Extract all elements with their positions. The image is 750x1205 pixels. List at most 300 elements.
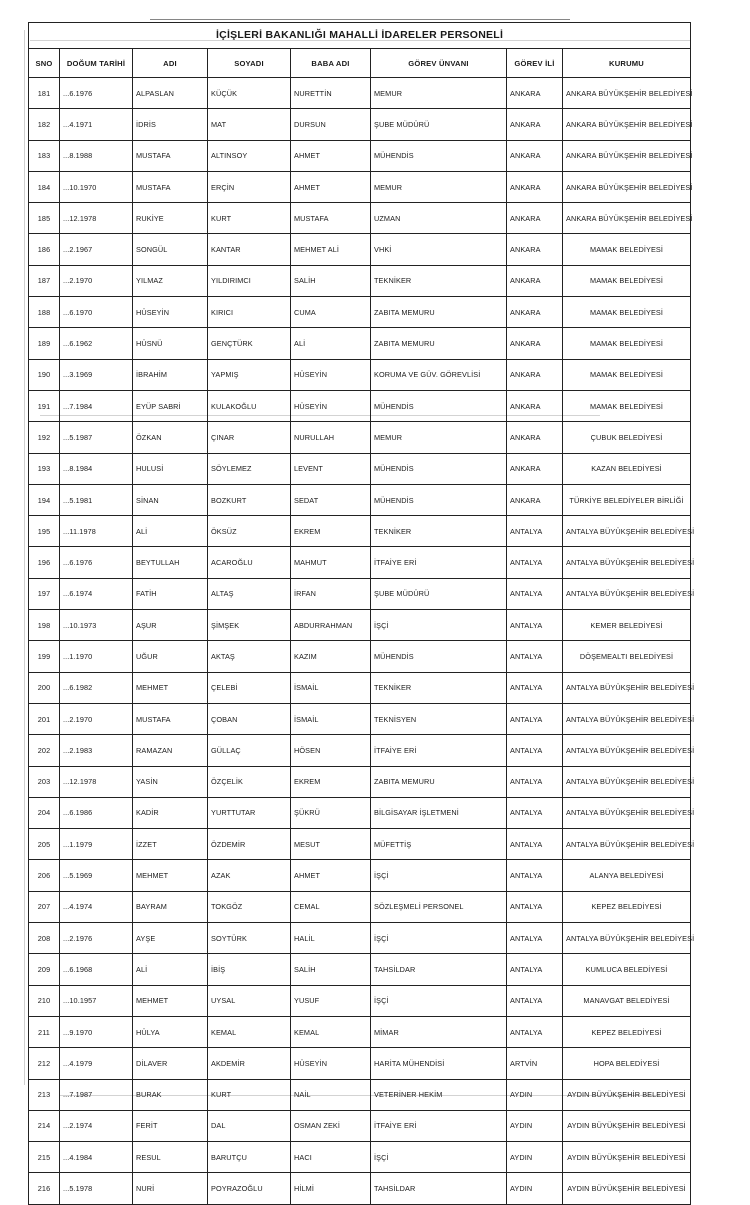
cell-baba: HÜSEYİN (291, 1048, 371, 1079)
cell-soyadi: TOKGÖZ (208, 891, 291, 922)
cell-dob: ...6.1986 (60, 797, 133, 828)
cell-dob: ...5.1969 (60, 860, 133, 891)
cell-dob: ...9.1970 (60, 1016, 133, 1047)
cell-adi: ALPASLAN (133, 78, 208, 109)
document-title: İÇİŞLERİ BAKANLIĞI MAHALLİ İDARELER PERSONELİ (29, 23, 691, 49)
column-header-soyadi: SOYADI (208, 49, 291, 78)
cell-il: ANTALYA (507, 860, 563, 891)
cell-sno: 187 (29, 265, 60, 296)
table-row (29, 860, 691, 891)
cell-kurum: AYDIN BÜYÜKŞEHİR BELEDİYESİ (563, 1142, 691, 1173)
cell-il: ANKARA (507, 203, 563, 234)
table-row (29, 1110, 691, 1141)
table-row (29, 359, 691, 390)
cell-soyadi: ACAROĞLU (208, 547, 291, 578)
cell-kurum: MANAVGAT BELEDİYESİ (563, 985, 691, 1016)
cell-baba: DURSUN (291, 109, 371, 140)
cell-adi: BURAK (133, 1079, 208, 1110)
cell-sno: 209 (29, 954, 60, 985)
cell-sno: 202 (29, 735, 60, 766)
cell-il: ANTALYA (507, 641, 563, 672)
cell-soyadi: ALTAŞ (208, 578, 291, 609)
cell-adi: İBRAHİM (133, 359, 208, 390)
cell-baba: HİLMİ (291, 1173, 371, 1204)
cell-unvan: MÜHENDİS (371, 641, 507, 672)
cell-baba: NURULLAH (291, 422, 371, 453)
cell-soyadi: ŞİMŞEK (208, 610, 291, 641)
column-header-kurum: KURUMU (563, 49, 691, 78)
cell-kurum: ANTALYA BÜYÜKŞEHİR BELEDİYESİ (563, 703, 691, 734)
cell-soyadi: KANTAR (208, 234, 291, 265)
cell-kurum: ÇUBUK BELEDİYESİ (563, 422, 691, 453)
cell-il: ANTALYA (507, 703, 563, 734)
cell-sno: 182 (29, 109, 60, 140)
cell-kurum: MAMAK BELEDİYESİ (563, 328, 691, 359)
cell-il: ANKARA (507, 390, 563, 421)
cell-unvan: MÜHENDİS (371, 140, 507, 171)
cell-dob: ...6.1970 (60, 297, 133, 328)
cell-unvan: ZABITA MEMURU (371, 766, 507, 797)
cell-unvan: TAHSİLDAR (371, 1173, 507, 1204)
cell-soyadi: ERÇİN (208, 171, 291, 202)
cell-il: ANTALYA (507, 1016, 563, 1047)
cell-soyadi: YAPMIŞ (208, 359, 291, 390)
cell-il: ANTALYA (507, 829, 563, 860)
cell-unvan: İTFAİYE ERİ (371, 547, 507, 578)
cell-soyadi: MAT (208, 109, 291, 140)
table-row (29, 390, 691, 421)
cell-kurum: MAMAK BELEDİYESİ (563, 234, 691, 265)
cell-il: ARTVİN (507, 1048, 563, 1079)
table-row (29, 985, 691, 1016)
cell-baba: ABDURRAHMAN (291, 610, 371, 641)
cell-kurum: ANTALYA BÜYÜKŞEHİR BELEDİYESİ (563, 672, 691, 703)
cell-adi: AŞUR (133, 610, 208, 641)
cell-baba: MAHMUT (291, 547, 371, 578)
cell-sno: 205 (29, 829, 60, 860)
cell-kurum: ANTALYA BÜYÜKŞEHİR BELEDİYESİ (563, 735, 691, 766)
cell-adi: MEHMET (133, 860, 208, 891)
cell-adi: YILMAZ (133, 265, 208, 296)
cell-sno: 210 (29, 985, 60, 1016)
cell-dob: ...8.1984 (60, 453, 133, 484)
column-header-dob: DOĞUM TARİHİ (60, 49, 133, 78)
cell-kurum: AYDIN BÜYÜKŞEHİR BELEDİYESİ (563, 1173, 691, 1204)
cell-baba: HÜSEYİN (291, 390, 371, 421)
cell-unvan: ZABITA MEMURU (371, 328, 507, 359)
cell-soyadi: KURT (208, 1079, 291, 1110)
cell-soyadi: SOYTÜRK (208, 923, 291, 954)
column-header-il: GÖREV İLİ (507, 49, 563, 78)
table-row (29, 265, 691, 296)
scan-edge-artifact (24, 30, 25, 1085)
cell-kurum: ANTALYA BÜYÜKŞEHİR BELEDİYESİ (563, 923, 691, 954)
cell-soyadi: YILDIRIMCI (208, 265, 291, 296)
table-row (29, 735, 691, 766)
table-row (29, 829, 691, 860)
cell-unvan: MEMUR (371, 171, 507, 202)
cell-soyadi: GENÇTÜRK (208, 328, 291, 359)
cell-unvan: MİMAR (371, 1016, 507, 1047)
cell-adi: MUSTAFA (133, 703, 208, 734)
cell-dob: ...6.1976 (60, 547, 133, 578)
cell-soyadi: KIRICI (208, 297, 291, 328)
cell-dob: ...12.1978 (60, 203, 133, 234)
cell-dob: ...4.1974 (60, 891, 133, 922)
scan-streak-artifact (150, 19, 570, 20)
cell-il: ANKARA (507, 234, 563, 265)
table-row (29, 547, 691, 578)
table-row (29, 1079, 691, 1110)
cell-unvan: KORUMA VE GÜV. GÖREVLİSİ (371, 359, 507, 390)
table-row (29, 1173, 691, 1204)
cell-dob: ...4.1979 (60, 1048, 133, 1079)
cell-unvan: TEKNİKER (371, 516, 507, 547)
cell-il: ANTALYA (507, 797, 563, 828)
cell-unvan: İŞÇİ (371, 610, 507, 641)
cell-baba: SALİH (291, 954, 371, 985)
cell-sno: 189 (29, 328, 60, 359)
cell-sno: 197 (29, 578, 60, 609)
cell-kurum: ANKARA BÜYÜKŞEHİR BELEDİYESİ (563, 140, 691, 171)
cell-adi: EYÜP SABRİ (133, 390, 208, 421)
cell-dob: ...2.1970 (60, 703, 133, 734)
cell-il: ANKARA (507, 140, 563, 171)
cell-soyadi: YURTTUTAR (208, 797, 291, 828)
cell-il: ANTALYA (507, 923, 563, 954)
cell-il: ANKARA (507, 78, 563, 109)
cell-kurum: ANTALYA BÜYÜKŞEHİR BELEDİYESİ (563, 578, 691, 609)
cell-dob: ...6.1962 (60, 328, 133, 359)
cell-adi: AYŞE (133, 923, 208, 954)
column-header-adi: ADI (133, 49, 208, 78)
cell-baba: HALİL (291, 923, 371, 954)
cell-kurum: ANTALYA BÜYÜKŞEHİR BELEDİYESİ (563, 766, 691, 797)
cell-dob: ...2.1970 (60, 265, 133, 296)
cell-dob: ...10.1970 (60, 171, 133, 202)
cell-dob: ...6.1974 (60, 578, 133, 609)
cell-sno: 183 (29, 140, 60, 171)
table-row (29, 140, 691, 171)
cell-sno: 204 (29, 797, 60, 828)
cell-il: ANKARA (507, 422, 563, 453)
cell-baba: İRFAN (291, 578, 371, 609)
cell-sno: 212 (29, 1048, 60, 1079)
cell-unvan: ŞUBE MÜDÜRÜ (371, 109, 507, 140)
cell-unvan: SÖZLEŞMELİ PERSONEL (371, 891, 507, 922)
cell-il: ANTALYA (507, 610, 563, 641)
cell-kurum: MAMAK BELEDİYESİ (563, 359, 691, 390)
cell-adi: HÜLYA (133, 1016, 208, 1047)
cell-dob: ...2.1974 (60, 1110, 133, 1141)
cell-il: ANTALYA (507, 672, 563, 703)
cell-adi: YASİN (133, 766, 208, 797)
cell-baba: OSMAN ZEKİ (291, 1110, 371, 1141)
cell-adi: RESUL (133, 1142, 208, 1173)
table-row (29, 797, 691, 828)
cell-adi: SİNAN (133, 484, 208, 515)
cell-il: ANTALYA (507, 891, 563, 922)
cell-soyadi: GÜLLAÇ (208, 735, 291, 766)
cell-baba: ALİ (291, 328, 371, 359)
cell-dob: ...10.1957 (60, 985, 133, 1016)
cell-baba: HÜSEYİN (291, 359, 371, 390)
cell-baba: KAZIM (291, 641, 371, 672)
cell-il: ANKARA (507, 453, 563, 484)
cell-kurum: MAMAK BELEDİYESİ (563, 390, 691, 421)
cell-unvan: İTFAİYE ERİ (371, 735, 507, 766)
cell-baba: CEMAL (291, 891, 371, 922)
cell-adi: MUSTAFA (133, 140, 208, 171)
cell-soyadi: POYRAZOĞLU (208, 1173, 291, 1204)
cell-dob: ...6.1982 (60, 672, 133, 703)
cell-baba: KEMAL (291, 1016, 371, 1047)
cell-il: AYDIN (507, 1142, 563, 1173)
cell-unvan: HARİTA MÜHENDİSİ (371, 1048, 507, 1079)
cell-kurum: ANTALYA BÜYÜKŞEHİR BELEDİYESİ (563, 829, 691, 860)
cell-il: ANTALYA (507, 766, 563, 797)
cell-kurum: DÖŞEMEALTI BELEDİYESİ (563, 641, 691, 672)
cell-dob: ...10.1973 (60, 610, 133, 641)
cell-unvan: MEMUR (371, 422, 507, 453)
cell-kurum: KEPEZ BELEDİYESİ (563, 1016, 691, 1047)
cell-adi: KADİR (133, 797, 208, 828)
cell-soyadi: UYSAL (208, 985, 291, 1016)
cell-adi: ALİ (133, 954, 208, 985)
column-header-unvan: GÖREV ÜNVANI (371, 49, 507, 78)
cell-sno: 196 (29, 547, 60, 578)
cell-kurum: ANKARA BÜYÜKŞEHİR BELEDİYESİ (563, 171, 691, 202)
cell-unvan: TEKNİSYEN (371, 703, 507, 734)
cell-unvan: İŞÇİ (371, 1142, 507, 1173)
cell-adi: ÖZKAN (133, 422, 208, 453)
cell-soyadi: ÇELEBİ (208, 672, 291, 703)
cell-sno: 198 (29, 610, 60, 641)
cell-kurum: MAMAK BELEDİYESİ (563, 297, 691, 328)
cell-sno: 192 (29, 422, 60, 453)
cell-sno: 211 (29, 1016, 60, 1047)
cell-baba: EKREM (291, 766, 371, 797)
cell-kurum: MAMAK BELEDİYESİ (563, 265, 691, 296)
cell-adi: SONGÜL (133, 234, 208, 265)
cell-unvan: VETERİNER HEKİM (371, 1079, 507, 1110)
cell-baba: İSMAİL (291, 703, 371, 734)
cell-kurum: KEPEZ BELEDİYESİ (563, 891, 691, 922)
cell-dob: ...4.1971 (60, 109, 133, 140)
cell-il: ANKARA (507, 297, 563, 328)
cell-kurum: ANKARA BÜYÜKŞEHİR BELEDİYESİ (563, 78, 691, 109)
cell-baba: LEVENT (291, 453, 371, 484)
cell-soyadi: BOZKURT (208, 484, 291, 515)
cell-dob: ...6.1976 (60, 78, 133, 109)
cell-baba: ŞÜKRÜ (291, 797, 371, 828)
cell-unvan: MÜHENDİS (371, 484, 507, 515)
cell-sno: 214 (29, 1110, 60, 1141)
table-row (29, 891, 691, 922)
cell-soyadi: KEMAL (208, 1016, 291, 1047)
cell-adi: BEYTULLAH (133, 547, 208, 578)
cell-sno: 190 (29, 359, 60, 390)
cell-sno: 201 (29, 703, 60, 734)
cell-soyadi: KÜÇÜK (208, 78, 291, 109)
cell-sno: 185 (29, 203, 60, 234)
personnel-sheet (28, 22, 695, 1205)
cell-unvan: İTFAİYE ERİ (371, 1110, 507, 1141)
cell-adi: BAYRAM (133, 891, 208, 922)
cell-soyadi: BARUTÇU (208, 1142, 291, 1173)
cell-baba: MESUT (291, 829, 371, 860)
table-row (29, 610, 691, 641)
cell-kurum: KEMER BELEDİYESİ (563, 610, 691, 641)
cell-il: ANKARA (507, 484, 563, 515)
cell-adi: DİLAVER (133, 1048, 208, 1079)
table-row (29, 703, 691, 734)
cell-dob: ...7.1984 (60, 390, 133, 421)
cell-il: ANTALYA (507, 954, 563, 985)
cell-adi: İZZET (133, 829, 208, 860)
cell-dob: ...12.1978 (60, 766, 133, 797)
cell-unvan: MEMUR (371, 78, 507, 109)
table-row (29, 484, 691, 515)
cell-kurum: ANTALYA BÜYÜKŞEHİR BELEDİYESİ (563, 516, 691, 547)
cell-dob: ...2.1983 (60, 735, 133, 766)
cell-il: AYDIN (507, 1079, 563, 1110)
cell-baba: MUSTAFA (291, 203, 371, 234)
cell-unvan: MÜFETTİŞ (371, 829, 507, 860)
table-row (29, 297, 691, 328)
table-row (29, 766, 691, 797)
document-title-row (29, 23, 691, 49)
cell-sno: 181 (29, 78, 60, 109)
cell-kurum: ALANYA BELEDİYESİ (563, 860, 691, 891)
cell-baba: SALİH (291, 265, 371, 296)
column-header-row (29, 49, 691, 78)
table-row (29, 923, 691, 954)
cell-soyadi: ÇINAR (208, 422, 291, 453)
cell-sno: 186 (29, 234, 60, 265)
cell-adi: HÜSEYİN (133, 297, 208, 328)
cell-soyadi: AZAK (208, 860, 291, 891)
cell-sno: 195 (29, 516, 60, 547)
table-row (29, 422, 691, 453)
cell-il: AYDIN (507, 1173, 563, 1204)
cell-dob: ...4.1984 (60, 1142, 133, 1173)
cell-sno: 199 (29, 641, 60, 672)
cell-kurum: ANTALYA BÜYÜKŞEHİR BELEDİYESİ (563, 547, 691, 578)
cell-adi: HULUSİ (133, 453, 208, 484)
cell-sno: 200 (29, 672, 60, 703)
cell-il: AYDIN (507, 1110, 563, 1141)
cell-unvan: BİLGİSAYAR İŞLETMENİ (371, 797, 507, 828)
cell-dob: ...5.1981 (60, 484, 133, 515)
cell-baba: NAİL (291, 1079, 371, 1110)
table-row (29, 954, 691, 985)
cell-soyadi: ÖKSÜZ (208, 516, 291, 547)
cell-unvan: TEKNİKER (371, 672, 507, 703)
cell-il: ANTALYA (507, 735, 563, 766)
cell-adi: RUKİYE (133, 203, 208, 234)
table-row (29, 516, 691, 547)
cell-sno: 206 (29, 860, 60, 891)
cell-dob: ...5.1978 (60, 1173, 133, 1204)
cell-baba: NURETTİN (291, 78, 371, 109)
cell-dob: ...8.1988 (60, 140, 133, 171)
cell-il: ANKARA (507, 359, 563, 390)
table-row (29, 203, 691, 234)
table-row (29, 1142, 691, 1173)
table-row (29, 109, 691, 140)
table-row (29, 672, 691, 703)
table-row (29, 234, 691, 265)
cell-sno: 215 (29, 1142, 60, 1173)
cell-il: ANTALYA (507, 547, 563, 578)
cell-unvan: İŞÇİ (371, 923, 507, 954)
cell-adi: MEHMET (133, 672, 208, 703)
cell-adi: HÜSNÜ (133, 328, 208, 359)
cell-sno: 216 (29, 1173, 60, 1204)
cell-soyadi: ÖZDEMİR (208, 829, 291, 860)
table-row (29, 171, 691, 202)
cell-unvan: TAHSİLDAR (371, 954, 507, 985)
cell-soyadi: KURT (208, 203, 291, 234)
cell-unvan: VHKİ (371, 234, 507, 265)
cell-soyadi: İBİŞ (208, 954, 291, 985)
cell-dob: ...6.1968 (60, 954, 133, 985)
cell-sno: 213 (29, 1079, 60, 1110)
cell-unvan: ŞUBE MÜDÜRÜ (371, 578, 507, 609)
cell-soyadi: AKDEMİR (208, 1048, 291, 1079)
cell-baba: İSMAİL (291, 672, 371, 703)
cell-kurum: KUMLUCA BELEDİYESİ (563, 954, 691, 985)
personnel-table (28, 22, 695, 1205)
cell-baba: CUMA (291, 297, 371, 328)
cell-unvan: TEKNİKER (371, 265, 507, 296)
cell-dob: ...11.1978 (60, 516, 133, 547)
cell-sno: 193 (29, 453, 60, 484)
column-header-sno: SNO (29, 49, 60, 78)
cell-soyadi: ÇOBAN (208, 703, 291, 734)
cell-kurum: ANKARA BÜYÜKŞEHİR BELEDİYESİ (563, 203, 691, 234)
cell-sno: 207 (29, 891, 60, 922)
cell-soyadi: ALTINSOY (208, 140, 291, 171)
cell-adi: ALİ (133, 516, 208, 547)
cell-baba: AHMET (291, 860, 371, 891)
table-row (29, 641, 691, 672)
cell-sno: 188 (29, 297, 60, 328)
table-row (29, 1016, 691, 1047)
cell-baba: MEHMET ALİ (291, 234, 371, 265)
cell-kurum: TÜRKİYE BELEDİYELER BİRLİĞİ (563, 484, 691, 515)
cell-kurum: ANTALYA BÜYÜKŞEHİR BELEDİYESİ (563, 797, 691, 828)
cell-sno: 194 (29, 484, 60, 515)
cell-soyadi: DAL (208, 1110, 291, 1141)
cell-unvan: MÜHENDİS (371, 453, 507, 484)
cell-kurum: KAZAN BELEDİYESİ (563, 453, 691, 484)
cell-kurum: AYDIN BÜYÜKŞEHİR BELEDİYESİ (563, 1110, 691, 1141)
cell-adi: FERİT (133, 1110, 208, 1141)
cell-unvan: UZMAN (371, 203, 507, 234)
cell-soyadi: SÖYLEMEZ (208, 453, 291, 484)
cell-dob: ...1.1979 (60, 829, 133, 860)
table-row (29, 453, 691, 484)
cell-il: ANTALYA (507, 578, 563, 609)
cell-adi: NURİ (133, 1173, 208, 1204)
cell-baba: AHMET (291, 140, 371, 171)
cell-adi: RAMAZAN (133, 735, 208, 766)
cell-kurum: ANKARA BÜYÜKŞEHİR BELEDİYESİ (563, 109, 691, 140)
cell-dob: ...7.1987 (60, 1079, 133, 1110)
cell-il: ANTALYA (507, 516, 563, 547)
